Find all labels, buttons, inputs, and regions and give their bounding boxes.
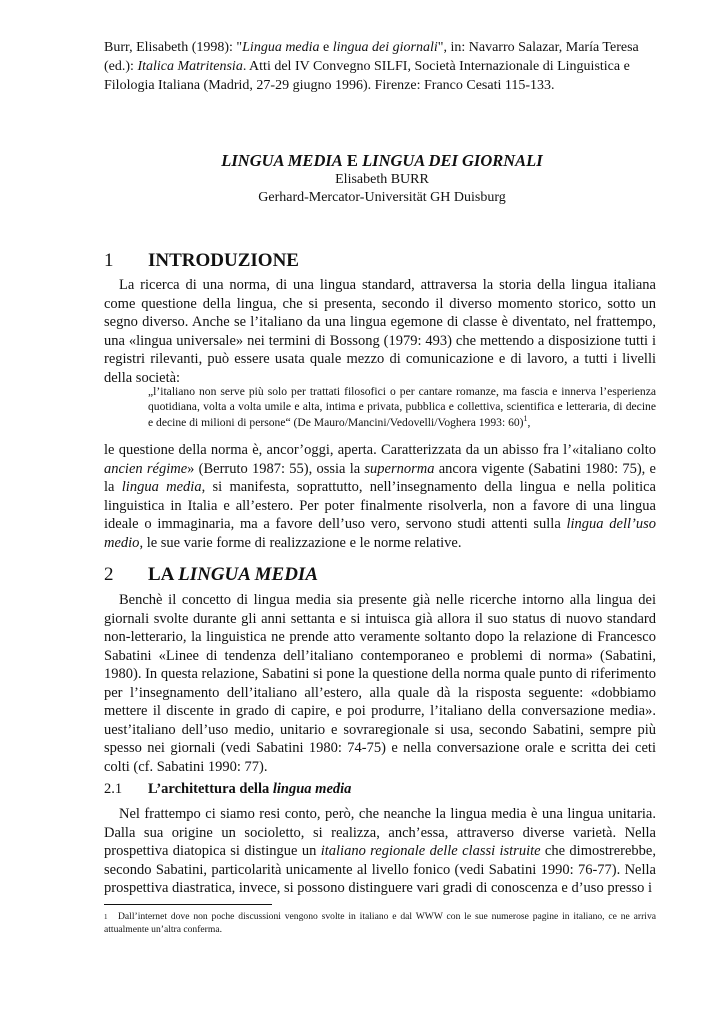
- section-2-heading: 2 LA LINGUA MEDIA: [104, 564, 319, 585]
- section-1-paragraph-1: La ricerca di una norma, di una lingua standard, attraversa la storia della lingua italiana come questione della lingua, che si presenta, secondo il diverso momento storico, sotto un segno diverso. Anche se l’italiano da una lingua egemone di classe è diventato, nel frattempo, una «lingua universale» nei termini di Bossong (1979: 493) che mettendo a disposizione tutti i registri rilevanti, può essere usata quale mezzo di comunicazione e di lavoro, a tutti i livelli della società:: [104, 277, 656, 386]
- author: Elisabeth BURR: [335, 172, 429, 187]
- title-block: [104, 150, 660, 207]
- footnote-divider: [104, 904, 272, 905]
- section-number: 1: [104, 250, 114, 271]
- section-number: 2.1: [104, 781, 123, 797]
- footnote-reference: 1: [523, 413, 528, 423]
- section-2-1-paragraph-1: Nel frattempo ci siamo resi conto, però, che neanche la lingua media è una lingua unitaria. Dalla sua origine un socioletto, si realizza, anch’essa, attraverso diverse varietà. Nella prospettiva diatopica si distingue un italiano regionale delle classi istruite che dimostrerebbe, secondo Sabatini, particolarità unicamente al livello fonico (vedi Sabatini 1990: 76-77). Nella prospettiva diastratica, invece, si possono distinguere vari gradi di conoscenza e d’uso presso i: [104, 806, 656, 896]
- section-1-heading: 1 INTRODUZIONE: [104, 250, 299, 271]
- affiliation: Gerhard-Mercator-Universität GH Duisburg: [258, 190, 506, 205]
- section-2-1-heading: 2.1 L’architettura della lingua media: [104, 781, 352, 797]
- citation: Burr, Elisabeth (1998): "Lingua media e lingua dei giornali", in: Navarro Salazar, María Teresa (ed.): Italica Matritensia. Atti del IV Convegno SILFI, Società Internazionale di Linguistica e Filologia Italiana (Madrid, 27-29 giugno 1996). Firenze: Franco Cesati 115-133.: [104, 40, 639, 93]
- footnote-mark: 1: [104, 913, 108, 921]
- section-1-paragraph-2: le questione della norma è, ancor’oggi, aperta. Caratterizzata da un abisso fra l’«italiano colto ancien régime» (Berruto 1987: 55), ossia la supernorma ancora vigente (Sabatini 1980: 75), e la lingua media, si manifesta, soprattutto, nell’insegnamento della lingua e nella politica linguistica in Italia e all’estero. Per poter finalmente risolverla, non a favore di una lingua ideale o immaginaria, ma a favore dell’uso vero, servono studi attenti sulla lingua dell’uso medio, le sue varie forme di realizzazione e le norme relative.: [104, 442, 656, 551]
- paper-title: LINGUA MEDIA E LINGUA DEI GIORNALI: [221, 151, 543, 170]
- section-number: 2: [104, 564, 114, 585]
- footnote: 1 Dall’internet dove non poche discussioni vengono svolte in italiano e dal WWW con le sue numerose pagine in italiano, ce ne arriva attualmente un’altra conferma.: [104, 911, 656, 935]
- block-quote: „l’italiano non serve più solo per trattati filosofici o per cantare romanze, ma fascia e innerva l’esperienza quotidiana, volta a volta umile e alta, intima e privata, pubblica e collettiva, scientifica e letteraria, di decine e decine di milioni di persone“ (De Mauro/Mancini/Vedovelli/Voghera 1993: 60)$^1$,: [148, 385, 656, 429]
- section-2-paragraph-1: Benchè il concetto di lingua media sia presente già nelle ricerche intorno alla lingua dei giornali svolte durante gli anni settanta e si intuisca già allora il suo status di nuovo standard non-letterario, la linguistica ne prende atto veramente soltanto dopo la relazione di Francesco Sabatini «Linee di tendenza dell’italiano contemporaneo e problemi di norma» (Sabatini, 1980). In questa relazione, Sabatini si pone la questione della norma quale punto di riferimento per l’insegnamento dell’italiano all’estero, alla quale dà la risposta seguente: «dobbiamo mettere il discente in grado di capire, e poi produrre, l’italiano della conversazione media». uest’italiano dell’uso medio, unitario e sovraregionale si usa, secondo Sabatini, sempre più spesso nei giornali (vedi Sabatini 1980: 74-75) e nella conversazione orale e scritta dei ceti colti (cf. Sabatini 1990: 77).: [104, 592, 656, 775]
